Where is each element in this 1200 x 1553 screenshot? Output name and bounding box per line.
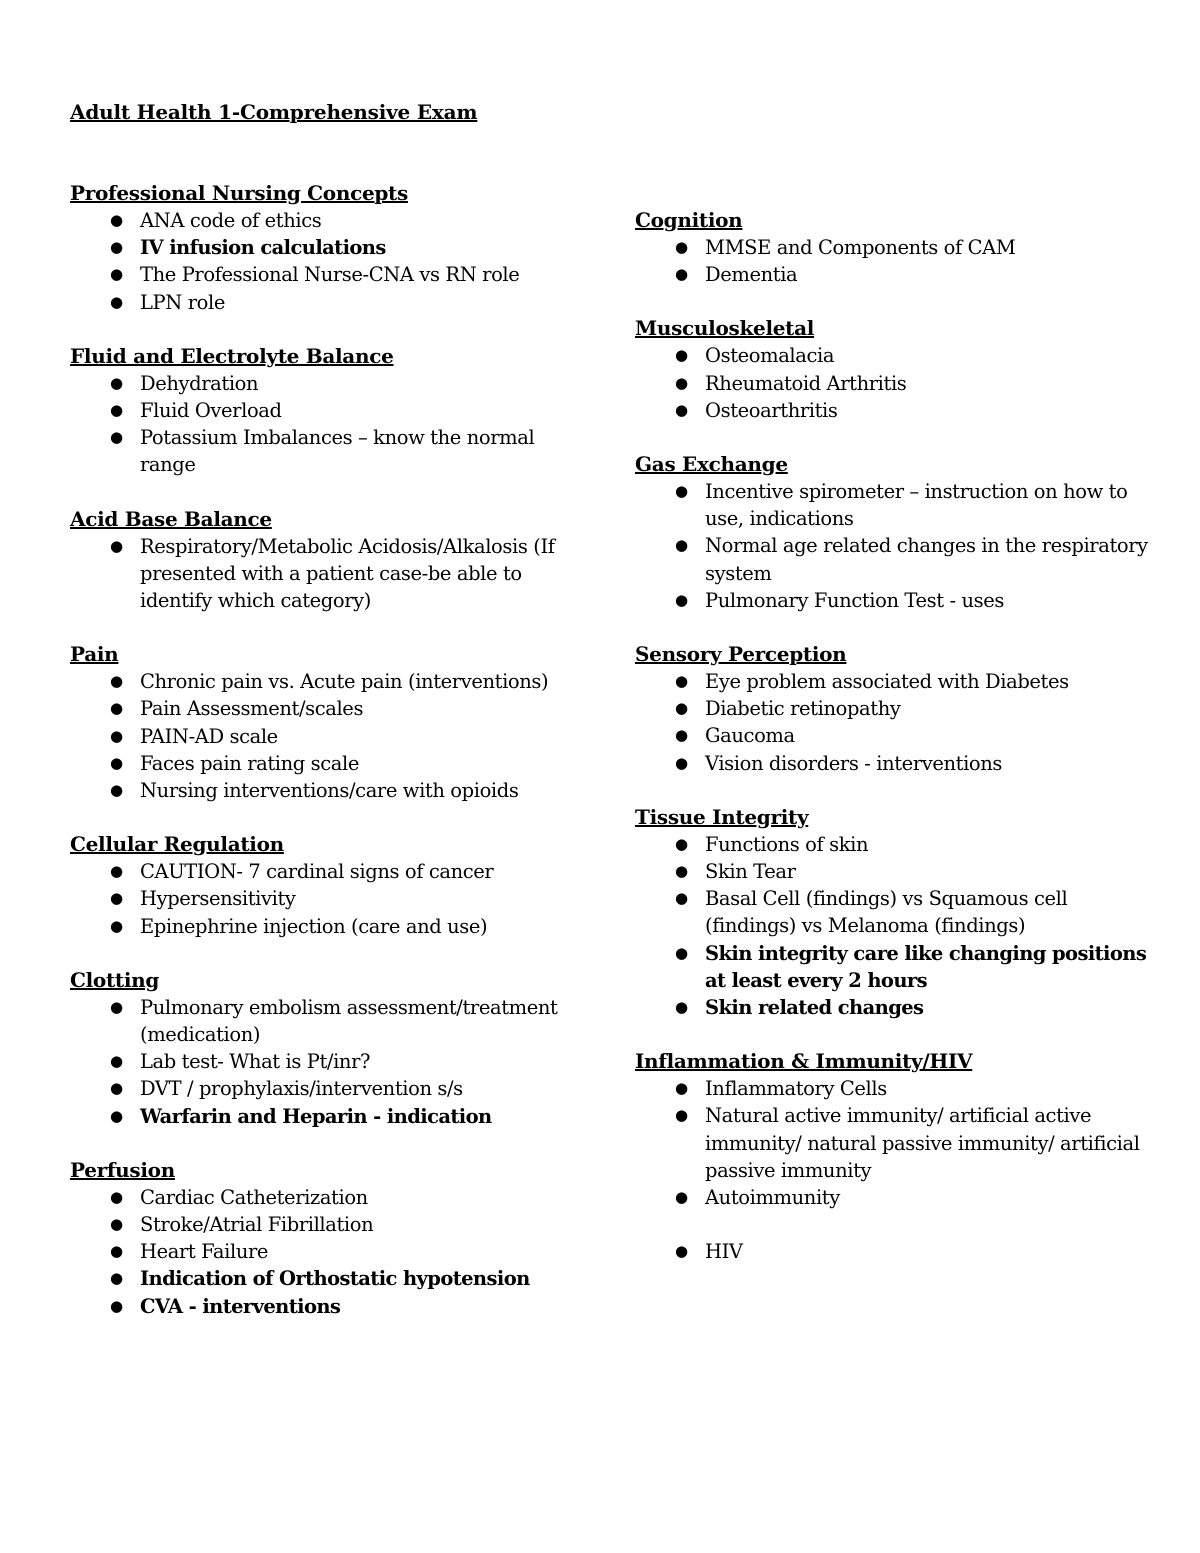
section-heading: Gas Exchange (635, 452, 788, 477)
bullet-icon: ● (110, 726, 123, 745)
bullet-list (70, 370, 570, 479)
bullet-list (70, 1184, 570, 1320)
list-item (70, 1048, 570, 1075)
list-item-text: Eye problem associated with Diabetes (705, 670, 1069, 694)
list-item-text: Pulmonary embolism assessment/treatment (medication) (140, 995, 558, 1047)
section-heading: Cellular Regulation (70, 832, 284, 857)
section-fluid-and-electrolyte-balance (70, 343, 570, 479)
list-item-text: PAIN-AD scale (140, 724, 278, 748)
list-item-text: Normal age related changes in the respiratory system (705, 534, 1148, 585)
list-item (70, 994, 570, 1048)
bullet-icon: ● (110, 536, 123, 555)
bullet-icon: ● (110, 916, 123, 935)
section-heading: Pain (70, 642, 119, 667)
bullet-icon: ● (675, 590, 688, 609)
bullet-icon: ● (110, 1187, 123, 1206)
list-item (635, 587, 1155, 614)
section-perfusion (70, 1157, 570, 1320)
list-item (635, 532, 1155, 586)
list-item (635, 722, 1155, 749)
list-item-text: Skin integrity care like changing positions at least every 2 hours (705, 941, 1147, 992)
bullet-icon: ● (110, 265, 123, 284)
section-cellular-regulation (70, 831, 570, 940)
section-acid-base-balance (70, 506, 570, 615)
section-inflammation-immunity-hiv (635, 1048, 1155, 1265)
list-item (70, 1293, 570, 1320)
bullet-icon: ● (675, 1188, 688, 1207)
list-item-text: Rheumatoid Arthritis (705, 371, 907, 395)
bullet-icon: ● (110, 211, 123, 229)
list-item-text: HIV (705, 1240, 743, 1264)
list-item (635, 261, 1155, 288)
section-heading: Professional Nursing Concepts (70, 181, 408, 205)
list-item-text: Osteomalacia (705, 344, 835, 368)
bullet-icon: ● (675, 400, 688, 419)
section-gas-exchange (635, 451, 1155, 614)
list-item-text: Indication of Orthostatic hypotension (140, 1267, 530, 1291)
left-column (70, 180, 570, 1347)
list-item (70, 723, 570, 750)
section-heading: Musculoskeletal (635, 316, 815, 341)
list-item (70, 1184, 570, 1211)
bullet-list (635, 234, 1155, 288)
list-item (70, 1238, 570, 1265)
list-item-text: Osteoarthritis (705, 398, 838, 422)
document-title: Adult Health 1-Comprehensive Exam (70, 100, 478, 124)
list-item-text: Autoimmunity (705, 1186, 840, 1210)
list-item-text: Basal Cell (findings) vs Squamous cell (findings) vs Melanoma (findings) (705, 887, 1068, 938)
list-item (635, 831, 1155, 858)
bullet-icon: ● (110, 753, 123, 772)
list-item-text: Inflammatory Cells (705, 1077, 887, 1101)
list-item-text: Warfarin and Heparin - indication (140, 1104, 492, 1128)
bullet-icon: ● (110, 1215, 123, 1234)
bullet-icon: ● (110, 781, 123, 800)
right-column (635, 207, 1155, 1292)
list-item-text: Lab test- What is Pt/inr? (140, 1050, 371, 1074)
bullet-list (70, 533, 570, 615)
list-item (70, 858, 570, 885)
section-heading: Inflammation & Immunity/HIV (635, 1049, 973, 1074)
bullet-list (70, 994, 570, 1130)
section-clotting (70, 967, 570, 1130)
list-item-text: The Professional Nurse-CNA vs RN role (140, 263, 520, 287)
list-item (70, 397, 570, 424)
list-item-text: Skin related changes (705, 996, 924, 1020)
list-item (635, 1102, 1155, 1184)
list-item (70, 533, 570, 615)
bullet-icon: ● (110, 997, 123, 1016)
bullet-icon: ● (110, 428, 123, 447)
bullet-icon: ● (675, 943, 688, 962)
list-item (70, 370, 570, 397)
bullet-icon: ● (675, 238, 688, 256)
list-item (635, 1184, 1155, 1211)
bullet-icon: ● (110, 889, 123, 908)
bullet-icon: ● (110, 292, 123, 311)
bullet-list (635, 831, 1155, 1021)
list-item-text: Faces pain rating scale (140, 751, 359, 775)
list-item-text: Nursing interventions/care with opioids (140, 779, 519, 803)
list-item (70, 668, 570, 695)
list-item-text: Epinephrine injection (care and use) (140, 914, 488, 938)
bullet-list (70, 668, 570, 804)
list-item (635, 1238, 1155, 1265)
bullet-icon: ● (675, 726, 688, 745)
list-item-text: Potassium Imbalances – know the normal range (140, 426, 535, 477)
bullet-icon: ● (675, 998, 688, 1017)
list-item-text: Stroke/Atrial Fibrillation (140, 1213, 374, 1237)
bullet-icon: ● (675, 373, 688, 392)
list-item (635, 858, 1155, 885)
bullet-icon: ● (110, 1052, 123, 1071)
bullet-list (70, 858, 570, 940)
list-item (635, 668, 1155, 695)
list-item-text: Skin Tear (705, 860, 796, 884)
bullet-icon: ● (110, 1269, 123, 1288)
list-item-text: Heart Failure (140, 1240, 269, 1264)
section-cognition (635, 207, 1155, 288)
section-pain (70, 641, 570, 804)
list-item (635, 397, 1155, 424)
bullet-list (70, 207, 570, 316)
bullet-icon: ● (675, 536, 688, 555)
bullet-icon: ● (675, 889, 688, 908)
list-item (70, 424, 570, 478)
bullet-list (635, 1075, 1155, 1265)
bullet-icon: ● (675, 265, 688, 284)
section-heading: Perfusion (70, 1157, 175, 1182)
list-item (70, 1103, 570, 1130)
section-professional-nursing-concepts (70, 180, 570, 316)
list-item-text: Gaucoma (705, 724, 795, 748)
list-item-text: CAUTION- 7 cardinal signs of cancer (140, 860, 494, 884)
list-item (635, 1075, 1155, 1102)
list-item-text: ANA code of ethics (140, 209, 322, 232)
bullet-icon: ● (675, 1106, 688, 1125)
list-item (70, 913, 570, 940)
list-item (70, 695, 570, 722)
list-item (70, 289, 570, 316)
bullet-icon: ● (675, 699, 688, 718)
list-item-text: DVT / prophylaxis/intervention s/s (140, 1077, 463, 1101)
section-heading: Clotting (70, 967, 160, 992)
bullet-list (635, 668, 1155, 777)
bullet-icon: ● (110, 1296, 123, 1315)
list-item-text: Fluid Overload (140, 399, 282, 423)
bullet-icon: ● (110, 238, 123, 257)
section-sensory-perception (635, 641, 1155, 777)
bullet-icon: ● (675, 482, 688, 501)
list-item-text: Functions of skin (705, 832, 869, 856)
bullet-icon: ● (110, 401, 123, 420)
bullet-icon: ● (675, 862, 688, 881)
bullet-icon: ● (110, 672, 123, 691)
section-heading: Cognition (635, 208, 743, 232)
list-item-text: Dementia (705, 263, 798, 287)
list-item-text: Chronic pain vs. Acute pain (interventions) (140, 670, 549, 694)
list-item-text: Natural active immunity/ artificial active immunity/ natural passive immunity/ artificial passive immunity (705, 1104, 1140, 1182)
list-item-text: Vision disorders - interventions (705, 751, 1003, 775)
list-item-text: Cardiac Catheterization (140, 1185, 368, 1209)
list-item (635, 370, 1155, 397)
list-item (635, 885, 1155, 939)
section-heading: Acid Base Balance (70, 506, 272, 531)
list-item-text: Dehydration (140, 371, 259, 395)
list-item (635, 695, 1155, 722)
bullet-icon: ● (675, 753, 688, 772)
bullet-icon: ● (110, 373, 123, 392)
bullet-icon: ● (675, 672, 688, 691)
list-item (70, 207, 570, 234)
list-item (635, 940, 1155, 994)
list-item-text: MMSE and Components of CAM (705, 236, 1016, 259)
list-item (70, 1075, 570, 1102)
bullet-icon: ● (675, 1079, 688, 1098)
section-heading: Tissue Integrity (635, 804, 809, 829)
list-item-text: Pulmonary Function Test - uses (705, 588, 1004, 612)
list-item (635, 750, 1155, 777)
bullet-icon: ● (110, 1106, 123, 1125)
list-item (635, 234, 1155, 261)
list-item (70, 1265, 570, 1292)
list-item (70, 234, 570, 261)
list-item-text: Pain Assessment/scales (140, 697, 364, 721)
section-tissue-integrity (635, 804, 1155, 1021)
list-item (635, 342, 1155, 369)
bullet-icon: ● (110, 699, 123, 718)
bullet-list (635, 342, 1155, 424)
list-item (70, 777, 570, 804)
section-musculoskeletal (635, 315, 1155, 424)
list-item (635, 994, 1155, 1021)
list-item (70, 750, 570, 777)
list-item-text: Hypersensitivity (140, 887, 296, 911)
bullet-icon: ● (675, 834, 688, 853)
list-item-text: Respiratory/Metabolic Acidosis/Alkalosis (If presented with a patient case-be able to identify which category) (140, 534, 555, 613)
list-item-text: IV infusion calculations (140, 236, 386, 260)
bullet-icon: ● (675, 1242, 688, 1261)
list-item (70, 885, 570, 912)
section-heading: Fluid and Electrolyte Balance (70, 343, 394, 368)
bullet-icon: ● (110, 1242, 123, 1261)
list-item-text: Diabetic retinopathy (705, 697, 901, 721)
bullet-icon: ● (110, 862, 123, 881)
list-item-text: Incentive spirometer – instruction on how to use, indications (705, 480, 1128, 531)
list-item (70, 1211, 570, 1238)
list-item (635, 478, 1155, 532)
list-item-text: LPN role (140, 290, 225, 314)
list-item-text: CVA - interventions (140, 1294, 341, 1318)
bullet-list (635, 478, 1155, 614)
list-item (70, 261, 570, 288)
section-heading: Sensory Perception (635, 642, 847, 667)
bullet-icon: ● (675, 346, 688, 365)
bullet-icon: ● (110, 1079, 123, 1098)
